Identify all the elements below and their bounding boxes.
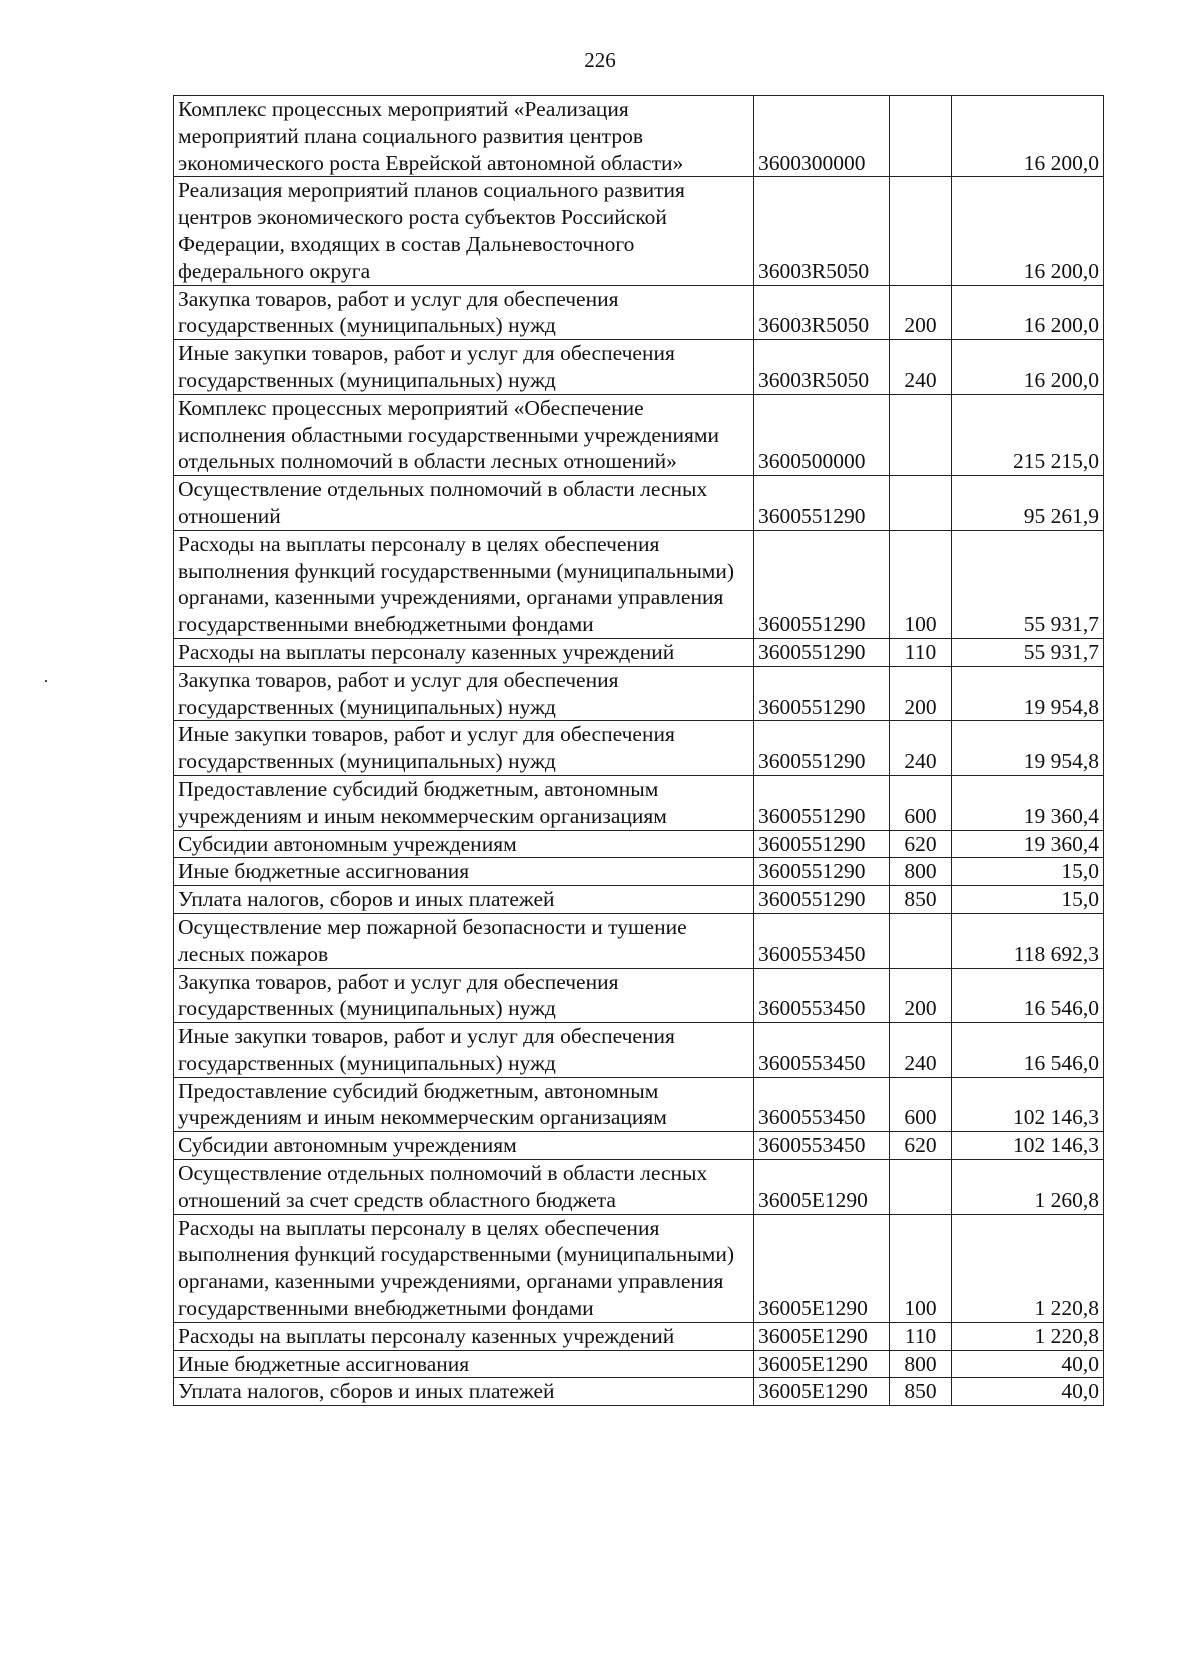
row-name: Предоставление субсидий бюджетным, автономным учреждениям и иным некоммерческим организациям: [174, 1077, 754, 1132]
row-name: Иные закупки товаров, работ и услуг для обеспечения государственных (муниципальных) нужд: [174, 721, 754, 776]
table-row: [174, 638, 1104, 666]
table-row: [174, 1077, 1104, 1132]
row-name: Закупка товаров, работ и услуг для обеспечения государственных (муниципальных) нужд: [174, 285, 754, 340]
row-expense-type: 200: [890, 968, 952, 1023]
row-amount: 102 146,3: [952, 1132, 1104, 1160]
table-row: [174, 721, 1104, 776]
row-amount: 15,0: [952, 858, 1104, 886]
row-target-code: 36005Е1290: [754, 1322, 890, 1350]
table-row: [174, 666, 1104, 721]
row-name: Субсидии автономным учреждениям: [174, 830, 754, 858]
row-target-code: 3600551290: [754, 721, 890, 776]
row-amount: 118 692,3: [952, 913, 1104, 968]
row-amount: 40,0: [952, 1350, 1104, 1378]
row-expense-type: 850: [890, 886, 952, 914]
row-expense-type: 600: [890, 775, 952, 830]
row-target-code: 3600553450: [754, 1132, 890, 1160]
row-name: Осуществление отдельных полномочий в области лесных отношений: [174, 476, 754, 531]
table-row: [174, 1378, 1104, 1406]
row-target-code: 36005Е1290: [754, 1378, 890, 1406]
table-row: [174, 968, 1104, 1023]
row-expense-type: 240: [890, 1023, 952, 1078]
row-amount: 102 146,3: [952, 1077, 1104, 1132]
row-target-code: 3600551290: [754, 638, 890, 666]
row-amount: 15,0: [952, 886, 1104, 914]
row-name: Иные закупки товаров, работ и услуг для обеспечения государственных (муниципальных) нужд: [174, 1023, 754, 1078]
row-amount: 16 200,0: [952, 285, 1104, 340]
row-name: Реализация мероприятий планов социального развития центров экономического роста субъектов Российской Федерации, входящих в состав Дальневосточного федерального округа: [174, 177, 754, 285]
row-amount: 19 360,4: [952, 775, 1104, 830]
row-amount: 55 931,7: [952, 530, 1104, 638]
row-name: Расходы на выплаты персоналу казенных учреждений: [174, 1322, 754, 1350]
row-expense-type: 850: [890, 1378, 952, 1406]
row-name: Уплата налогов, сборов и иных платежей: [174, 1378, 754, 1406]
table-row: [174, 1132, 1104, 1160]
row-expense-type: 200: [890, 285, 952, 340]
row-expense-type: 110: [890, 638, 952, 666]
table-row: [174, 1350, 1104, 1378]
table-row: [174, 830, 1104, 858]
row-name: Уплата налогов, сборов и иных платежей: [174, 886, 754, 914]
row-target-code: 3600553450: [754, 1023, 890, 1078]
row-name: Предоставление субсидий бюджетным, автономным учреждениям и иным некоммерческим организациям: [174, 775, 754, 830]
row-name: Расходы на выплаты персоналу в целях обеспечения выполнения функций государственными (муниципальными) органами, казенными учреждениями, органами управления государственными внебюджетными фондами: [174, 1214, 754, 1322]
row-amount: 55 931,7: [952, 638, 1104, 666]
row-expense-type: 100: [890, 530, 952, 638]
budget-table: [173, 95, 1104, 1406]
row-expense-type: 620: [890, 1132, 952, 1160]
row-expense-type: [890, 177, 952, 285]
row-name: Осуществление мер пожарной безопасности и тушение лесных пожаров: [174, 913, 754, 968]
row-name: Закупка товаров, работ и услуг для обеспечения государственных (муниципальных) нужд: [174, 666, 754, 721]
row-amount: 1 220,8: [952, 1214, 1104, 1322]
table-row: [174, 913, 1104, 968]
row-amount: 95 261,9: [952, 476, 1104, 531]
row-target-code: 3600553450: [754, 968, 890, 1023]
row-expense-type: 800: [890, 1350, 952, 1378]
row-expense-type: [890, 1160, 952, 1215]
row-target-code: 3600551290: [754, 775, 890, 830]
row-name: Иные бюджетные ассигнования: [174, 858, 754, 886]
row-amount: 16 200,0: [952, 340, 1104, 395]
row-expense-type: [890, 913, 952, 968]
row-expense-type: 240: [890, 340, 952, 395]
row-target-code: 3600551290: [754, 476, 890, 531]
table-row: [174, 177, 1104, 285]
row-amount: 40,0: [952, 1378, 1104, 1406]
table-row: [174, 858, 1104, 886]
row-target-code: 3600551290: [754, 830, 890, 858]
row-amount: 215 215,0: [952, 394, 1104, 475]
row-target-code: 3600500000: [754, 394, 890, 475]
row-name: Осуществление отдельных полномочий в области лесных отношений за счет средств областного бюджета: [174, 1160, 754, 1215]
row-amount: 19 954,8: [952, 721, 1104, 776]
row-target-code: 3600551290: [754, 858, 890, 886]
row-amount: 16 200,0: [952, 177, 1104, 285]
table-row: [174, 1160, 1104, 1215]
row-name: Комплекс процессных мероприятий «Обеспечение исполнения областными государственными учреждениями отдельных полномочий в области лесных отношений»: [174, 394, 754, 475]
row-target-code: 36005Е1290: [754, 1160, 890, 1215]
row-name: Иные бюджетные ассигнования: [174, 1350, 754, 1378]
row-amount: 19 954,8: [952, 666, 1104, 721]
row-target-code: 3600551290: [754, 666, 890, 721]
row-target-code: 36003R5050: [754, 340, 890, 395]
table-row: [174, 1214, 1104, 1322]
row-target-code: 3600551290: [754, 530, 890, 638]
row-target-code: 3600300000: [754, 96, 890, 177]
row-amount: 19 360,4: [952, 830, 1104, 858]
row-target-code: 36005Е1290: [754, 1214, 890, 1322]
table-row: [174, 476, 1104, 531]
row-target-code: 36003R5050: [754, 177, 890, 285]
page-number: 226: [584, 48, 616, 72]
table-row: [174, 886, 1104, 914]
row-expense-type: 800: [890, 858, 952, 886]
row-expense-type: 110: [890, 1322, 952, 1350]
row-expense-type: 240: [890, 721, 952, 776]
row-amount: 16 546,0: [952, 1023, 1104, 1078]
row-amount: 16 546,0: [952, 968, 1104, 1023]
row-target-code: 36003R5050: [754, 285, 890, 340]
row-expense-type: [890, 476, 952, 531]
table-row: [174, 96, 1104, 177]
row-name: Расходы на выплаты персоналу в целях обеспечения выполнения функций государственными (муниципальными) органами, казенными учреждениями, органами управления государственными внебюджетными фондами: [174, 530, 754, 638]
row-expense-type: 200: [890, 666, 952, 721]
table-row: [174, 1322, 1104, 1350]
row-name: Закупка товаров, работ и услуг для обеспечения государственных (муниципальных) нужд: [174, 968, 754, 1023]
row-expense-type: [890, 96, 952, 177]
row-name: Иные закупки товаров, работ и услуг для обеспечения государственных (муниципальных) нужд: [174, 340, 754, 395]
row-target-code: 3600553450: [754, 1077, 890, 1132]
row-amount: 16 200,0: [952, 96, 1104, 177]
table-row: [174, 394, 1104, 475]
row-target-code: 3600553450: [754, 913, 890, 968]
row-expense-type: 620: [890, 830, 952, 858]
table-row: [174, 285, 1104, 340]
row-amount: 1 260,8: [952, 1160, 1104, 1215]
row-expense-type: [890, 394, 952, 475]
table-row: [174, 530, 1104, 638]
row-name: Расходы на выплаты персоналу казенных учреждений: [174, 638, 754, 666]
row-name: Комплекс процессных мероприятий «Реализация мероприятий плана социального развития центров экономического роста Еврейской автономной области»: [174, 96, 754, 177]
row-expense-type: 100: [890, 1214, 952, 1322]
table-row: [174, 340, 1104, 395]
scan-speck: [45, 680, 47, 682]
table-row: [174, 775, 1104, 830]
row-target-code: 36005Е1290: [754, 1350, 890, 1378]
row-target-code: 3600551290: [754, 886, 890, 914]
row-expense-type: 600: [890, 1077, 952, 1132]
row-name: Субсидии автономным учреждениям: [174, 1132, 754, 1160]
table-row: [174, 1023, 1104, 1078]
row-amount: 1 220,8: [952, 1322, 1104, 1350]
